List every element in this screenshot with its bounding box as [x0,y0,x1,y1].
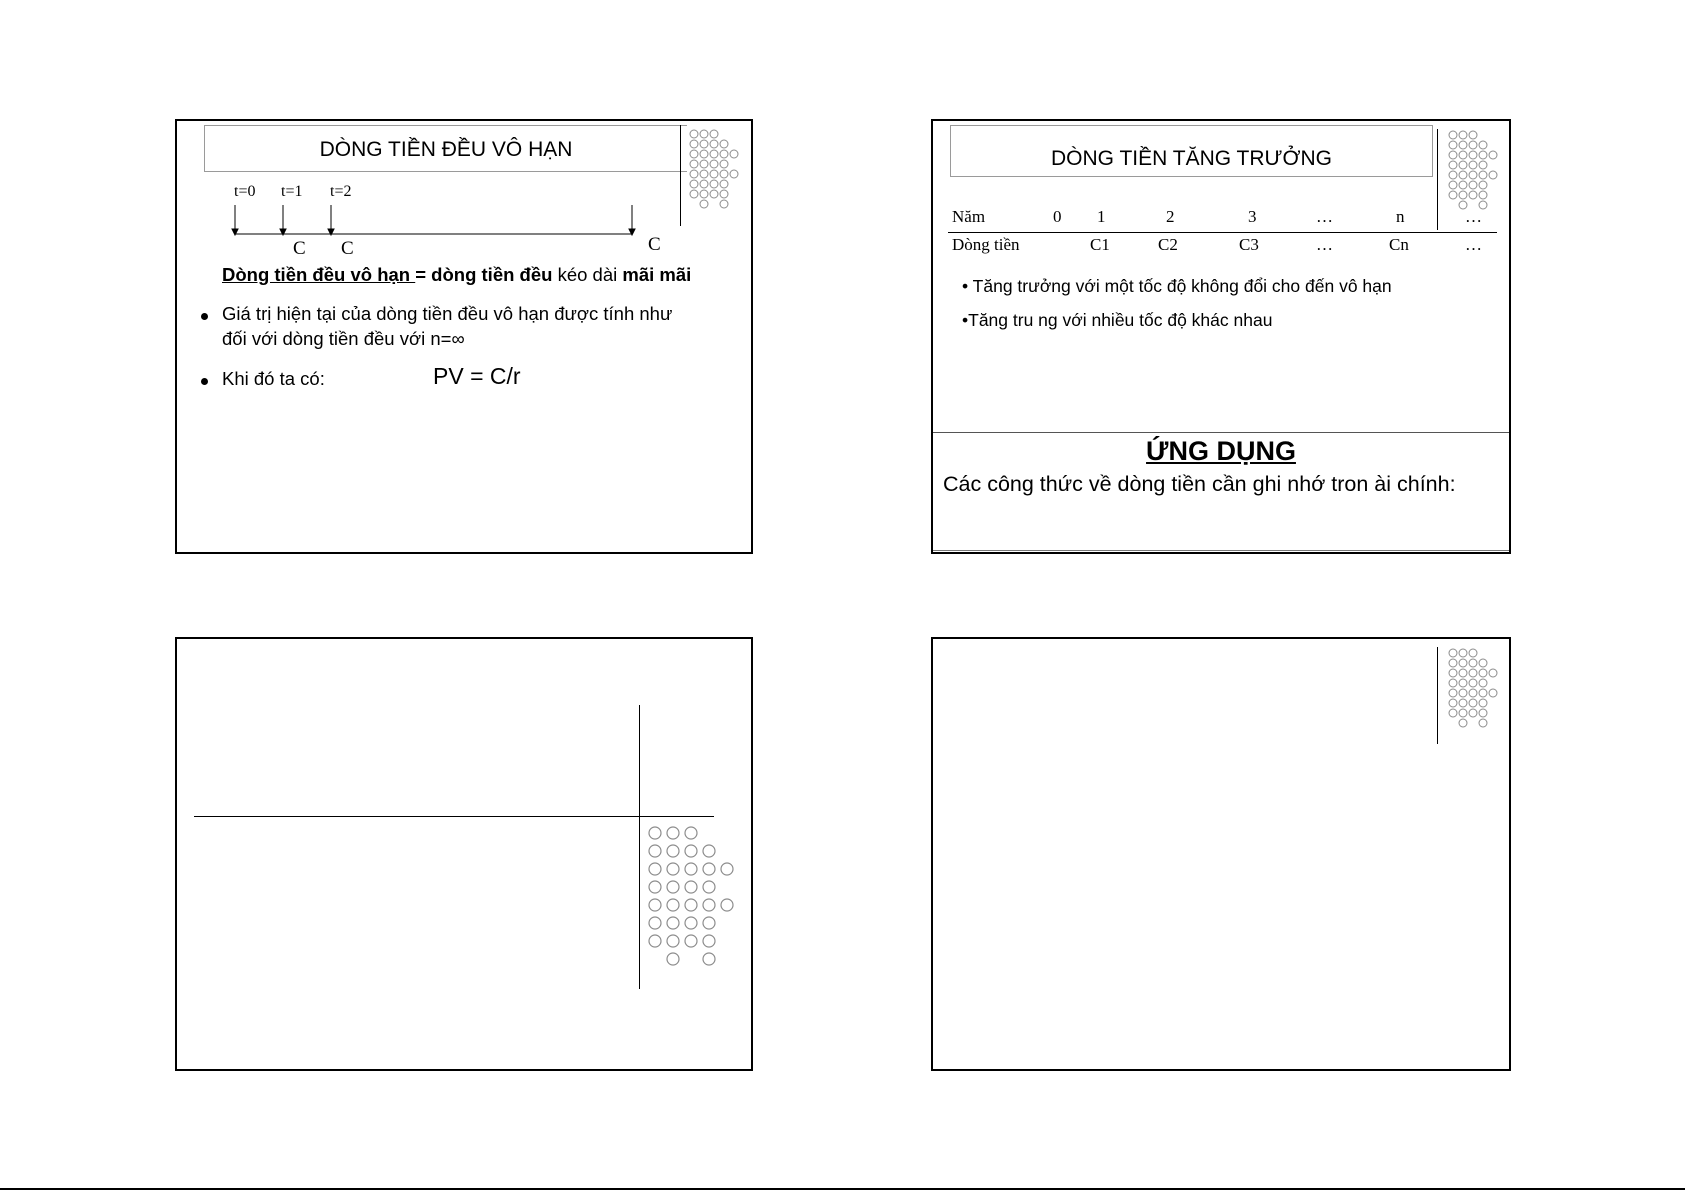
table-row-label: Dòng tiền [952,235,1020,254]
slide-3-horizontal-line [194,816,714,817]
timeline-value-cn: C [648,234,661,255]
section-text: Các công thức về dòng tiền cần ghi nhớ tron ài chính: [943,472,1456,496]
slide-3-circle-pattern [648,826,743,971]
slide-1-bullet-2-text: Khi đó ta có: [222,368,325,389]
slide-2-bullet-1: • Tăng trưởng với một tốc độ không đổi cho đến vô hạn [962,276,1392,296]
definition-term: Dòng tiền đều vô hạn [222,264,416,285]
table-cell: Cn [1389,235,1409,254]
table-header-cell: … [1465,207,1482,226]
slide-1-title: DÒNG TIỀN ĐỀU VÔ HẠN [319,138,573,161]
table-cell: … [1465,235,1482,254]
timeline-value-c2: C [341,238,354,259]
slide-2-accent-line [1437,129,1438,230]
slide-1-bullet-1-line-1: Giá trị hiện tại của dòng tiền đều vô hạn được tính như [222,303,673,324]
slide-4-circle-pattern [1448,648,1508,743]
slide-1-title-box [204,125,687,172]
section-title: ỨNG DỤNG [1146,436,1296,466]
table-cell: … [1316,235,1333,254]
slide-1-circle-pattern [689,129,749,224]
slide-1 [175,119,753,554]
table-cell: C2 [1158,235,1178,254]
table-cell: C1 [1090,235,1110,254]
timeline-label-t2: t=2 [330,183,352,200]
timeline-label-t1: t=1 [281,183,303,200]
table-header-cell: 2 [1166,207,1175,226]
table-header-cell: 0 [1053,207,1062,226]
definition-equals: = dòng tiền đều [415,264,553,285]
timeline-value-c1: C [293,238,306,259]
table-header-cell: 3 [1248,207,1257,226]
page-bottom-rule [0,1188,1685,1190]
slide-1-bullet-1-line-2: đối với dòng tiền đều với n=∞ [222,328,465,349]
slide-3 [175,637,753,1071]
table-divider [948,232,1497,233]
table-header-cell: 1 [1097,207,1106,226]
slide-4 [931,637,1511,1071]
definition-emph: mãi mãi [622,264,692,285]
slide-2-bullet-2: •Tăng tru ng với nhiều tốc độ khác nhau [962,310,1273,330]
slide-2-title-box [950,125,1433,177]
slide-4-accent-line [1437,647,1438,744]
slide-2 [931,119,1511,554]
table-header-year: Năm [952,207,986,226]
table-cell: C3 [1239,235,1259,254]
bullet-dot [201,378,208,385]
bullet-dot [201,313,208,320]
slide-1-formula: PV = C/r [433,363,521,389]
slide-2-title: DÒNG TIỀN TĂNG TRƯỞNG [1051,147,1332,170]
slide-3-vertical-line [639,705,640,989]
slide-1-accent-line [680,125,681,226]
slide-1-definition [222,264,691,286]
table-header-cell: n [1396,207,1405,226]
table-header-cell: … [1316,207,1333,226]
slide-2-overlay-panel [933,432,1509,551]
timeline-label-t0: t=0 [234,183,256,200]
definition-rest: kéo dài [552,264,623,285]
